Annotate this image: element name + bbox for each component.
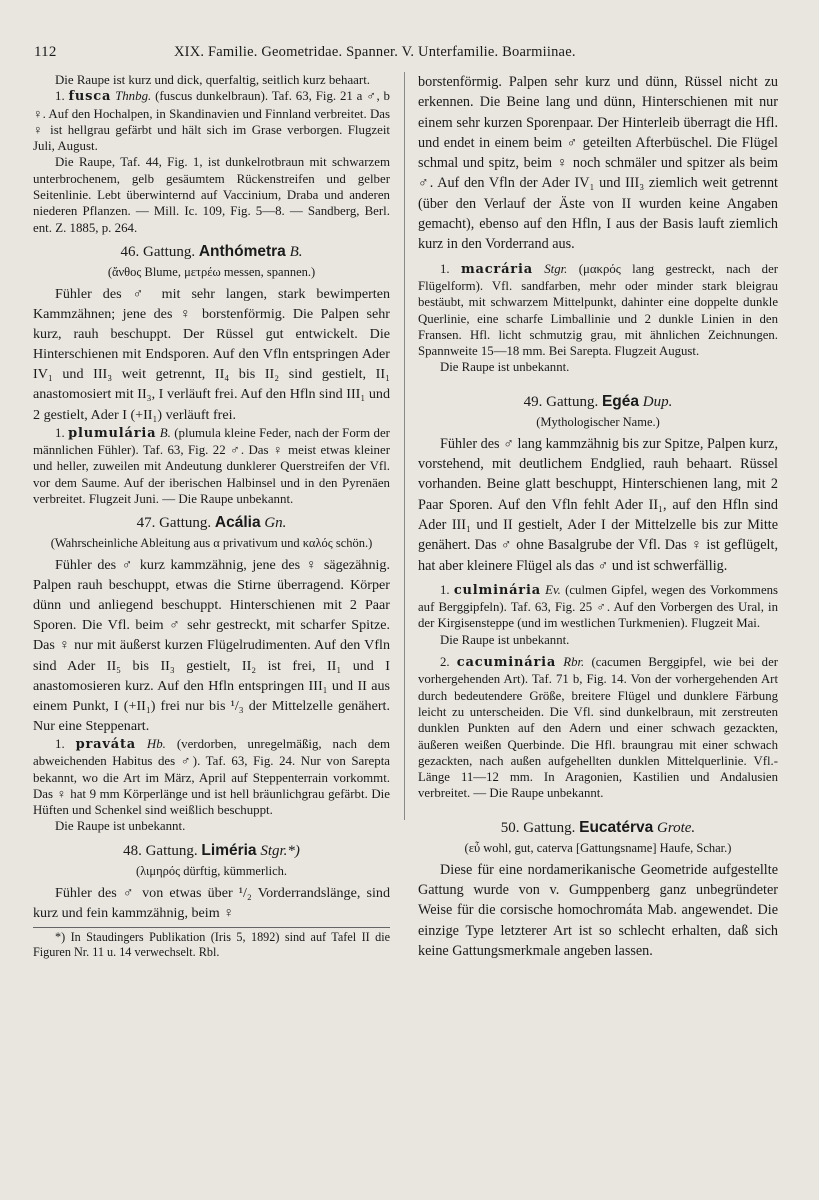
left-column xyxy=(33,72,390,961)
genus-number: 48. Gattung. xyxy=(123,842,198,859)
genus-name: Liméria xyxy=(201,841,257,859)
genus-heading xyxy=(33,841,390,861)
genus-number: 50. Gattung. xyxy=(500,819,576,836)
genus-description: Fühler des ♂ von etwas über ¹/₂ Vorderrandslänge, sind kurz und fein kammzähnig, beim ♀ xyxy=(33,884,390,921)
genus-author: Gn. xyxy=(264,515,287,532)
raupe-description: Die Raupe ist unbekannt. xyxy=(440,360,570,375)
footnote: *) In Staudingers Publikation (Iris 5, 1892) sind auf Tafel II die Figuren Nr. 11 u. 14 verwechselt. Rbl. xyxy=(33,927,390,961)
genus-name: Egéa xyxy=(601,392,640,410)
species-number: 1. xyxy=(55,89,65,104)
species-text: (verdorben, unregelmäßig, nach dem abweichenden Habitus des ♂). Taf. 63, Fig. 24. Nur von Sarepta bekannt, wo die Art im März, April auf Steppenterrain vorkommt. Das ♀ hat 9 mm Körperlänge und ist hell bräunlichgrau gefärbt. Die Hüften und Schenkel sind weißlich beschuppt. xyxy=(33,736,391,818)
genus-number: 46. Gattung. xyxy=(120,243,196,260)
species-number: 1. xyxy=(55,736,65,751)
species-author: Ev. xyxy=(545,582,561,597)
page-header xyxy=(26,38,792,66)
species-number: 1. xyxy=(440,261,450,276)
paragraph: Die Raupe ist kurz und dick, querfaltig, seitlich kurz behaart. xyxy=(55,73,371,87)
raupe-description: Die Raupe, Taf. 44, Fig. 1, ist dunkelrotbraun mit schwarzem unterbrochenem, gelb gesäumtem Rückenstreifen und gelber Seitenlinie. Lebt überwinternd auf Vaccinium, Draba und anderen niederen Pflanzen. — Mill. Ic. 109, Fig. 5—8. — Sandberg, Berl. ent. Z. 1885, p. 264. xyxy=(33,155,390,235)
species-text: (cacumen Berggipfel, wie bei der vorhergehenden Art). Taf. 71 b, Fig. 14. Von der vorhergehenden Art durch bedeutendere Größe, breitere Flügel und dunklere Färbung leicht zu unterscheiden. Die Vfl. sind dunkelbraun, mit zerstreuten dunklen Punkten auf den Adern und einer schwach gezackten, äußeren weißen Querbinde. Die Hfl. braungrau mit einer schwach gezackten, nach außen aufgehellten dunklen Mittelquerlinie. Vfl.-Länge 11—12 mm. In Aragonien, Kastilien und Andalusien verbreitet. — Die Raupe unbekannt. xyxy=(418,655,779,801)
species-entry xyxy=(33,736,390,818)
genus-author: B. xyxy=(289,243,303,260)
species-name: praváta xyxy=(75,736,136,752)
page-number: 112 xyxy=(34,44,57,60)
species-author: Rbr. xyxy=(563,655,585,670)
species-text: (fuscus dunkelbraun). Taf. 63, Fig. 21 a ♂, b ♀. Auf den Hochalpen, in Skandinavien und Finnland verbreitet. Das ♀ ist hellgrau gefärbt und hält sich im Grase verborgen. Flugzeit Juli, August. xyxy=(33,89,390,154)
species-entry xyxy=(418,654,778,802)
genus-heading xyxy=(418,818,778,838)
species-name: cacuminária xyxy=(456,655,557,671)
genus-etymology: (εὖ wohl, gut, caterva [Gattungsname] Haufe, Schar.) xyxy=(464,840,732,855)
genus-etymology: (λιμηρός dürftig, kümmerlich. xyxy=(135,863,288,878)
species-name: macrária xyxy=(460,261,533,277)
species-author: Thnbg. xyxy=(115,89,152,104)
species-entry xyxy=(418,582,778,632)
genus-description: Fühler des ♂ mit sehr langen, stark bewimperten Kammzähnen; jene des ♀ borstenförmig. Die Palpen sehr kurz, rauh beschuppt. Der Rüssel gut entwickelt. Die Hinterschienen mit Endsporen. Auf den Vfln entspringen Ader IV₁ und III₃ weit getrennt, II₄ bis II₂ sind gestielt, II₁ anastomosiert mit II₃, I verläuft frei. Auf den Hfln sind III₁ und 2 gestielt, Ader I (+II₁) verläuft frei. xyxy=(33,285,390,423)
species-entry xyxy=(33,88,390,154)
species-author: B. xyxy=(159,425,171,440)
paragraph: borstenförmig. Palpen sehr kurz und dünn, Rüssel nicht zu erkennen. Die Beine lang und dünn, Hinterschienen mit nur einem sehr kurzen Sporenpaar. Der Hinterleib überragt die Hfl. und endet in einem beim ♂ geteilten Afterbüschel. Die Flügel schmal und spitz, beim ♀ noch schmäler und spitzer als beim ♂. Auf den Vfln der Ader IV₁ und III₃ ziemlich weit getrennt (über den Verlauf der Äste von II wurden keine Angaben gemacht), ebenso auf den Hfln, I aus der Basis lauft ziemlich kurz in den Vorderrand aus. xyxy=(418,74,778,253)
species-name: fusca xyxy=(68,89,112,105)
species-name: plumulária xyxy=(68,425,157,441)
column-divider xyxy=(404,72,405,820)
genus-author: Dup. xyxy=(642,393,673,410)
species-text: (μακρός lang gestreckt, nach der Flügelform). Vfl. sandfarben, mehr oder minder stark bleigrau bestäubt, mit schwarzem Mittelpunkt, dahinter eine doppelte dunkle Querlinie, eine scharfe Limballinie und 2 dunkle Linien in den Fransen. Hfl. licht schmutzig grau, mit ähnlichen Zeichnungen. Spannweite 15—18 mm. Bei Sarepta. Flugzeit August. xyxy=(418,261,779,359)
genus-name: Anthómetra xyxy=(198,242,286,260)
species-author: Stgr. xyxy=(544,261,568,276)
genus-etymology: (Wahrscheinliche Ableitung aus α privativum und καλός schön.) xyxy=(50,536,373,551)
genus-heading xyxy=(33,513,390,533)
genus-description: Fühler des ♂ kurz kammzähnig, jene des ♀ sägezähnig. Palpen rauh beschuppt, etwas die Stirne überragend. Körper dünn und anliegend beschuppt. Hinterschienen mit 2 Paar Sporen. Die Vfl. beim ♂ sehr gestreckt, mit scharfer Spitze. Das ♀ nur mit äußerst kurzen Flügelrudimenten. Auf den Vfln sind Ader II₅ bis II₃ gestielt, II₂ ist frei, II₁ und I anastomosieren kurz. Auf den Hfln entspringen III₁ und II aus einem Punkt, I (+II₁) frei nur bis ¹/₃ der Mittelzelle genähert. Nur eine Steppenart. xyxy=(33,557,390,734)
species-text: (culmen Gipfel, wegen des Vorkommens auf Berggipfeln). Taf. 63, Fig. 25 ♂. Auf den Vorbergen des Ural, in der Kirgisensteppe (und im westlichen Turkmenien). Flugzeit Mai. xyxy=(418,582,779,631)
genus-heading xyxy=(418,392,778,412)
genus-etymology: (Mythologischer Name.) xyxy=(536,414,660,429)
raupe-description: Die Raupe ist unbekannt. xyxy=(55,819,186,834)
genus-author: Stgr.*) xyxy=(260,842,300,859)
genus-name: Acália xyxy=(214,514,261,532)
species-entry xyxy=(418,261,778,360)
running-title: XIX. Familie. Geometridae. Spanner. V. Unterfamilie. Boarmiinae. xyxy=(174,44,576,60)
raupe-description: Die Raupe ist unbekannt. xyxy=(440,632,570,647)
genus-name: Eucatérva xyxy=(579,818,654,836)
species-author: Hb. xyxy=(146,736,166,751)
species-number: 1. xyxy=(55,425,65,440)
genus-number: 49. Gattung. xyxy=(523,393,599,410)
genus-description: Fühler des ♂ lang kammzähnig bis zur Spitze, Palpen kurz, vorstehend, mit deutlichem Endglied, rauh behaart. Rüssel vorhanden. Beine glatt beschuppt, Hinterschienen lang, mit 2 Paar Sporen. Auf den Vfln fehlt Ader II₁, auf den Hfln sind Ader III₁ und II gestielt, Ader I der Mittelzelle bis zur Mitte genähert. Das ♂ ohne Basalgrube der Vfl. Das ♀ ist geflügelt, hat aber kleinere Flügel als das ♂ und ist schwerfällig. xyxy=(418,435,778,574)
genus-heading xyxy=(33,242,390,262)
species-entry xyxy=(33,425,390,507)
genus-author: Grote. xyxy=(656,819,696,836)
right-column xyxy=(418,72,778,961)
species-number: 1. xyxy=(440,582,450,597)
species-number: 2. xyxy=(440,655,450,670)
genus-etymology: (ἄνθος Blume, μετρέω messen, spannen.) xyxy=(107,264,316,279)
genus-number: 47. Gattung. xyxy=(136,515,212,532)
species-name: culminária xyxy=(453,582,541,598)
species-text: (plumula kleine Feder, nach der Form der männlichen Fühler). Taf. 63, Fig. 22 ♂. Das ♀ meist etwas kleiner und heller, zuweilen mit Andeutung dunklerer Querstreifen der Vfl. vor dem Saume. Auf der iberischen Halbinsel und in den Pyrenäen verbreitet. Flugzeit Juni. — Die Raupe unbekannt. xyxy=(33,425,390,506)
genus-description: Diese für eine nordamerikanische Geometride aufgestellte Gattung wurde von v. Gumppenberg ganz unbegründeter Weise für die corsische homochromáta Mab. angewendet. Die einzige Type letzterer Art ist so schlecht erhalten, daß sich keine Gattungsmerkmale angeben lassen. xyxy=(418,861,778,959)
